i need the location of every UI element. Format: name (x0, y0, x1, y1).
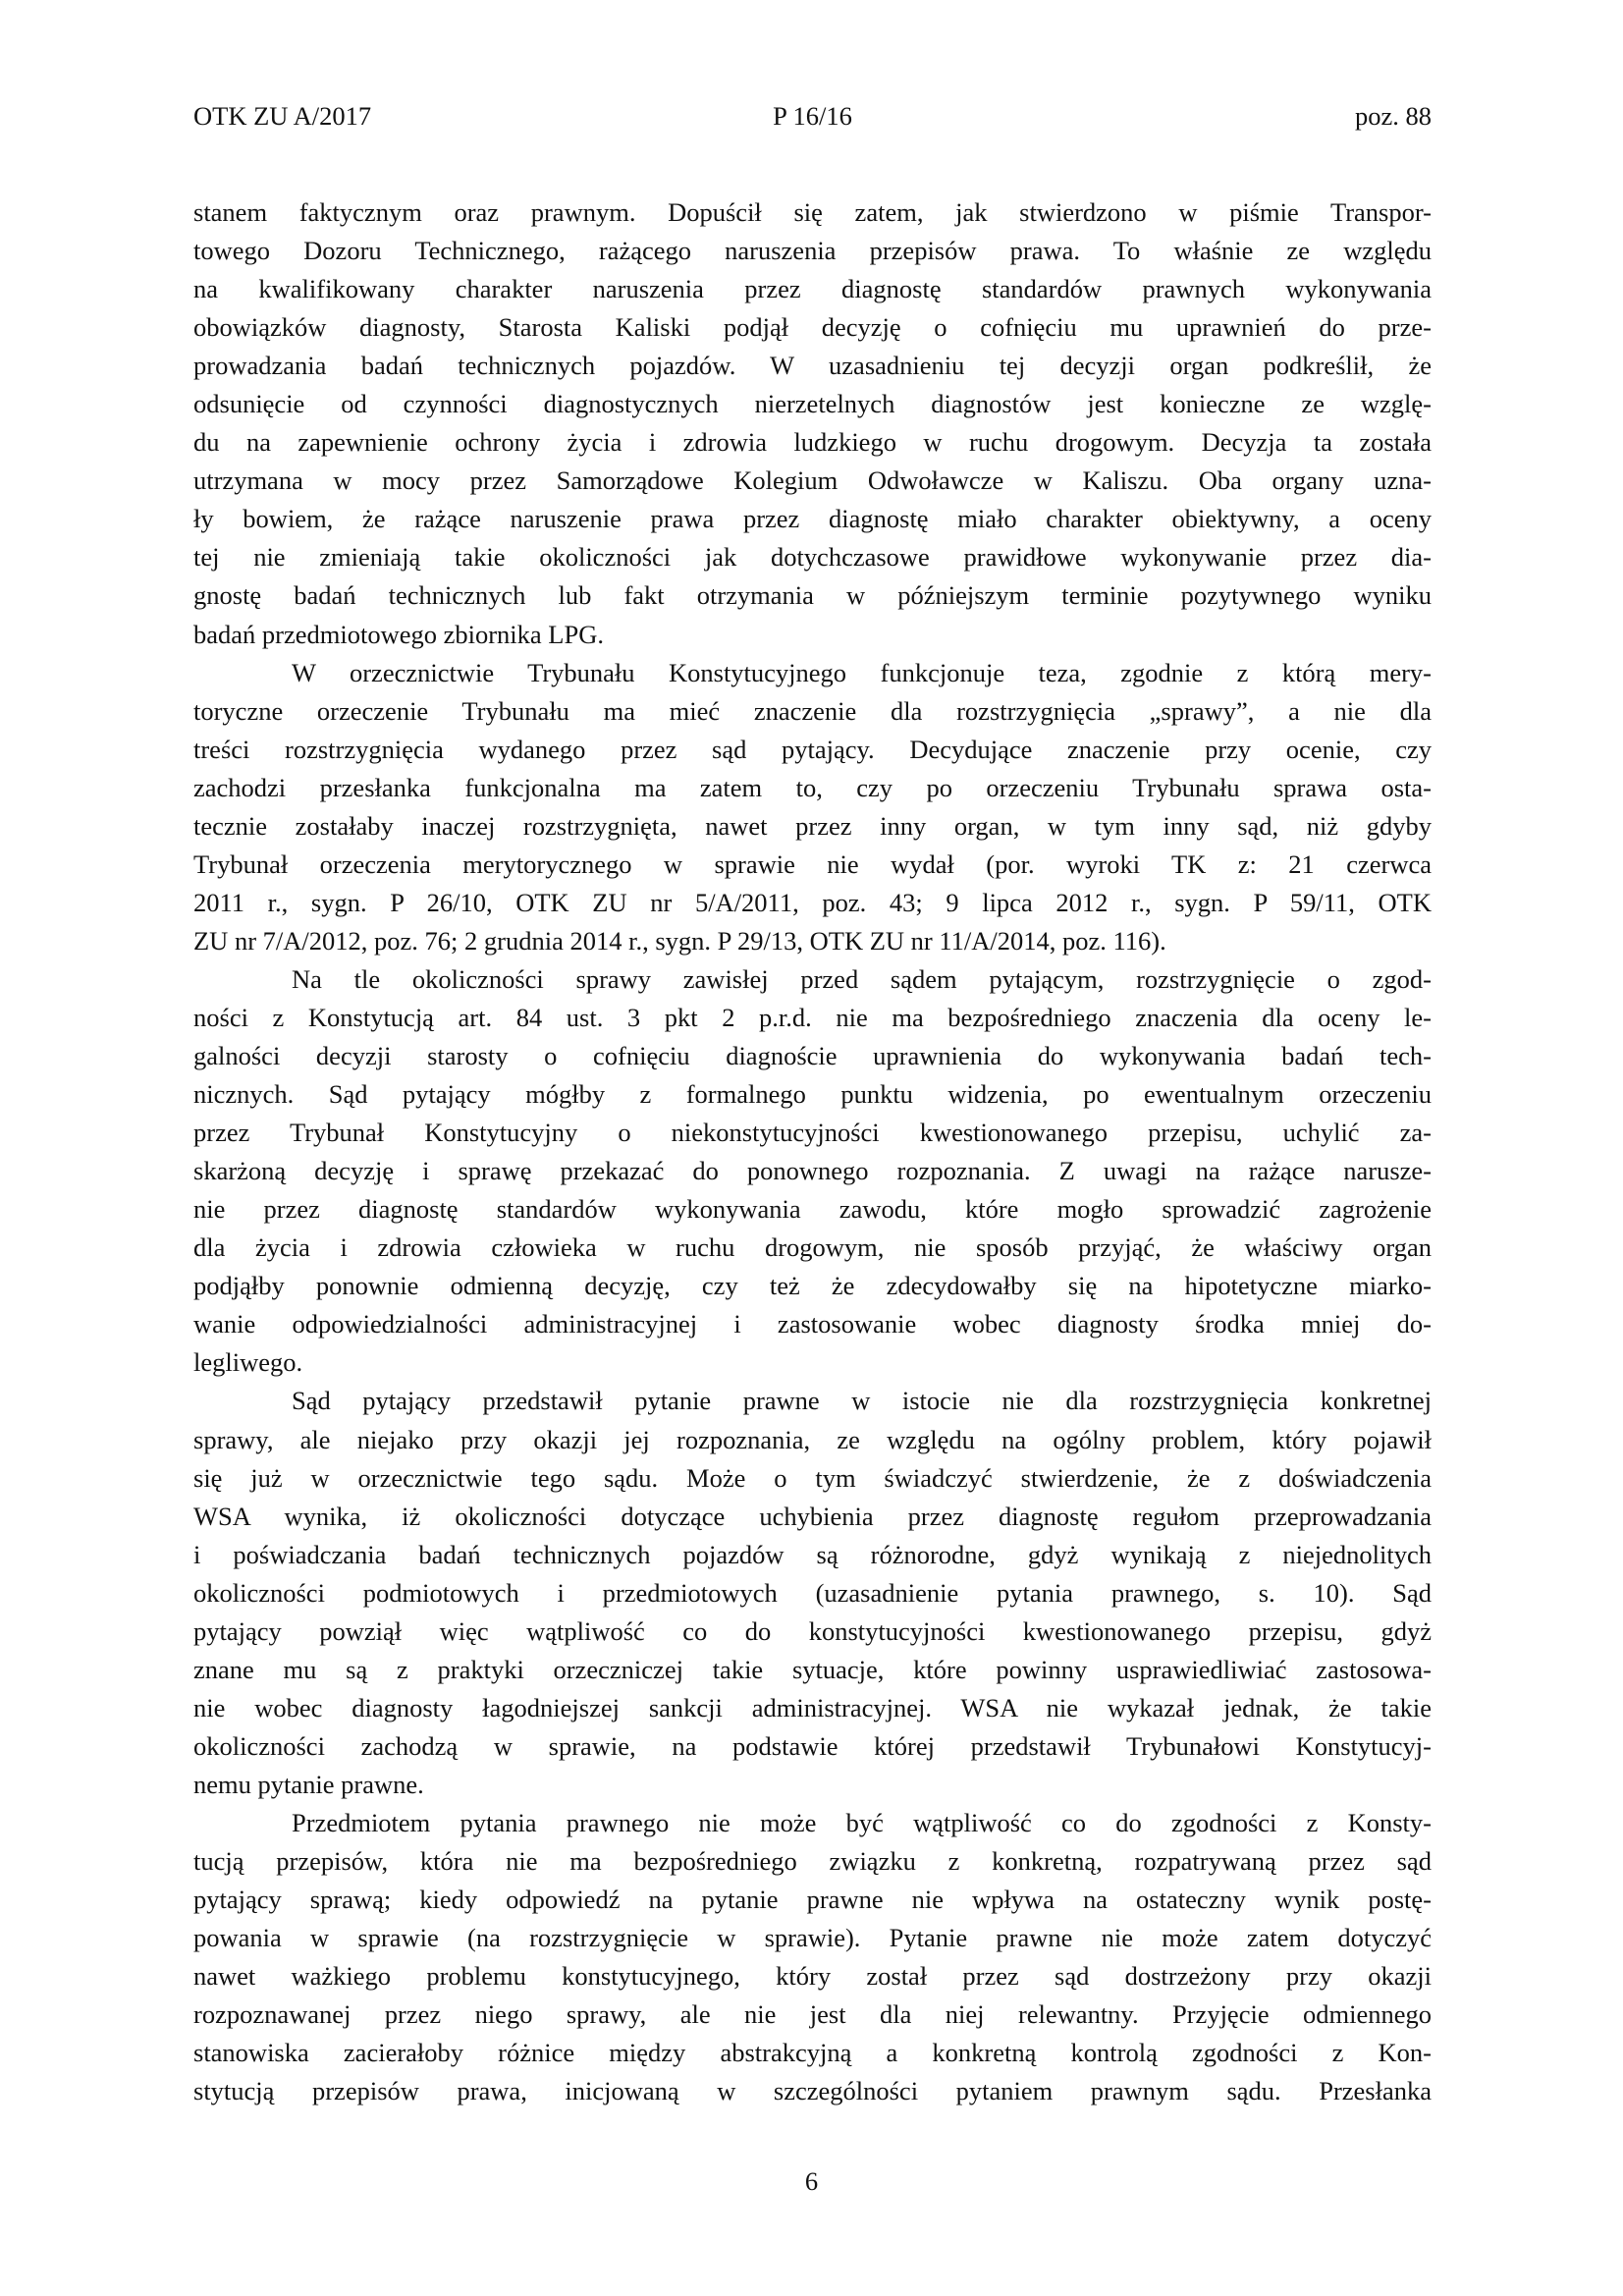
text-line: prowadzania badań technicznych pojazdów. W uzasadnieniu tej decyzji organ podkreślił, że (193, 351, 1432, 381)
text-line: rozpoznawanej przez niego sprawy, ale nie jest dla niej relewantny. Przyjęcie odmiennego (193, 1999, 1432, 2030)
paragraph (193, 1804, 1432, 2110)
text-line: tecznie zostałaby inaczej rozstrzygnięta, nawet przez inny organ, w tym inny sąd, niż gdyby (193, 810, 1432, 841)
text-line: nie wobec diagnosty łagodniejszej sankcji administracyjnej. WSA nie wykazał jednak, że takie (193, 1692, 1432, 1722)
text-line: wanie odpowiedzialności administracyjnej i zastosowanie wobec diagnosty środka mniej do- (193, 1309, 1432, 1339)
text-line: pytający powziął więc wątpliwość co do konstytucyjności kwestionowanego przepisu, gdyż (193, 1615, 1432, 1646)
text-line: podjąłby ponownie odmienną decyzję, czy też że zdecydowałby się na hipotetyczne miarko- (193, 1271, 1432, 1301)
text-line: 2011 r., sygn. P 26/10, OTK ZU nr 5/A/2011, poz. 43; 9 lipca 2012 r., sygn. P 59/11, OTK (193, 887, 1432, 917)
text-line: i poświadczania badań technicznych pojazdów są różnorodne, gdyż wynikają z niejednolitych (193, 1539, 1432, 1569)
text-line: skarżoną decyzję i sprawę przekazać do ponownego rozpoznania. Z uwagi na rażące narusze- (193, 1156, 1432, 1186)
journal-reference: OTK ZU A/2017 (193, 101, 372, 131)
text-line: legliwego. (193, 1347, 303, 1378)
text-line: stanowiska zacierałoby różnice między abstrakcyjną a konkretną kontrolą zgodności z Kon- (193, 2038, 1432, 2068)
text-line: ły bowiem, że rażące naruszenie prawa przez diagnostę miało charakter obiektywny, a oceny (193, 504, 1432, 534)
text-line: badań przedmiotowego zbiornika LPG. (193, 619, 604, 649)
document-body (193, 193, 1432, 2110)
paragraph (193, 654, 1432, 960)
text-line: zachodzi przesłanka funkcjonalna ma zatem to, czy po orzeczeniu Trybunału sprawa osta- (193, 772, 1432, 802)
text-line: sprawy, ale niejako przy okazji jej rozpoznania, ze względu na ogólny problem, który pojawił (193, 1424, 1432, 1454)
text-line: powania w sprawie (na rozstrzygnięcie w sprawie). Pytanie prawne nie może zatem dotyczyć (193, 1923, 1432, 1953)
position-number: poz. 88 (1354, 101, 1432, 131)
text-line: Przedmiotem pytania prawnego nie może być wątpliwość co do zgodności z Konsty- (292, 1807, 1432, 1837)
text-line: pytający sprawą; kiedy odpowiedź na pytanie prawne nie wpływa na ostateczny wynik postę- (193, 1885, 1432, 1915)
text-line: okoliczności zachodzą w sprawie, na podstawie której przedstawił Trybunałowi Konstytucyj- (193, 1730, 1432, 1761)
text-line: WSA wynika, iż okoliczności dotyczące uchybienia przez diagnostę regułom przeprowadzania (193, 1501, 1432, 1531)
text-line: przez Trybunał Konstytucyjny o niekonstytucyjności kwestionowanego przepisu, uchylić za- (193, 1118, 1432, 1148)
text-line: Na tle okoliczności sprawy zawisłej przed sądem pytającym, rozstrzygnięcie o zgod- (292, 963, 1432, 994)
page-number: 6 (804, 2166, 819, 2196)
text-line: tucją przepisów, która nie ma bezpośredniego związku z konkretną, rozpatrywaną przez sąd (193, 1846, 1432, 1877)
paragraph (193, 193, 1432, 654)
paragraph (193, 1382, 1432, 1804)
text-line: nawet ważkiego problemu konstytucyjnego, który został przez sąd dostrzeżony przy okazji (193, 1961, 1432, 1992)
text-line: obowiązków diagnosty, Starosta Kaliski podjął decyzję o cofnięciu mu uprawnień do prze- (193, 312, 1432, 343)
text-line: utrzymana w mocy przez Samorządowe Kolegium Odwoławcze w Kaliszu. Oba organy uzna- (193, 465, 1432, 496)
running-header (193, 98, 1432, 134)
text-line: na kwalifikowany charakter naruszenia przez diagnostę standardów prawnych wykonywania (193, 274, 1432, 304)
paragraph (193, 960, 1432, 1383)
text-line: towego Dozoru Technicznego, rażącego naruszenia przepisów prawa. To właśnie ze względu (193, 236, 1432, 266)
text-line: galności decyzji starosty o cofnięciu diagnoście uprawnienia do wykonywania badań tech- (193, 1041, 1432, 1071)
text-line: okoliczności podmiotowych i przedmiotowych (uzasadnienie pytania prawnego, s. 10). Sąd (193, 1577, 1432, 1608)
text-line: Sąd pytający przedstawił pytanie prawne w istocie nie dla rozstrzygnięcia konkretnej (292, 1386, 1432, 1416)
text-line: du na zapewnienie ochrony życia i zdrowia ludzkiego w ruchu drogowym. Decyzja ta została (193, 427, 1432, 458)
text-line: treści rozstrzygnięcia wydanego przez sąd pytający. Decydujące znaczenie przy ocenie, czy (193, 734, 1432, 764)
text-line: znane mu są z praktyki orzeczniczej takie sytuacje, które powinny usprawiedliwiać zastosowa- (193, 1654, 1432, 1684)
text-line: dla życia i zdrowia człowieka w ruchu drogowym, nie sposób przyjąć, że właściwy organ (193, 1232, 1432, 1263)
text-line: nie przez diagnostę standardów wykonywania zawodu, które mogło sprowadzić zagrożenie (193, 1194, 1432, 1225)
text-line: stanem faktycznym oraz prawnym. Dopuścił się zatem, jak stwierdzono w piśmie Transpor- (193, 197, 1432, 227)
text-line: stytucją przepisów prawa, inicjowaną w szczególności pytaniem prawnym sądu. Przesłanka (193, 2076, 1432, 2106)
text-line: ności z Konstytucją art. 84 ust. 3 pkt 2 p.r.d. nie ma bezpośredniego znaczenia dla oceny le- (193, 1002, 1432, 1032)
text-line: nemu pytanie prawne. (193, 1769, 424, 1799)
text-line: ZU nr 7/A/2012, poz. 76; 2 grudnia 2014 r., sygn. P 29/13, OTK ZU nr 11/A/2014, poz. 116). (193, 925, 1166, 956)
case-signature: P 16/16 (773, 101, 852, 131)
text-line: gnostę badań technicznych lub fakt otrzymania w późniejszym terminie pozytywnego wyniku (193, 580, 1432, 611)
text-line: Trybunał orzeczenia merytorycznego w sprawie nie wydał (por. wyroki TK z: 21 czerwca (193, 848, 1432, 879)
text-line: nicznych. Sąd pytający mógłby z formalnego punktu widzenia, po ewentualnym orzeczeniu (193, 1079, 1432, 1110)
text-line: tej nie zmieniają takie okoliczności jak dotychczasowe prawidłowe wykonywanie przez dia- (193, 542, 1432, 573)
text-line: się już w orzecznictwie tego sądu. Może o tym świadczyć stwierdzenie, że z doświadczenia (193, 1462, 1432, 1493)
text-line: W orzecznictwie Trybunału Konstytucyjnego funkcjonuje teza, zgodnie z którą mery- (292, 657, 1432, 687)
text-line: toryczne orzeczenie Trybunału ma mieć znaczenie dla rozstrzygnięcia „sprawy”, a nie dla (193, 695, 1432, 726)
text-line: odsunięcie od czynności diagnostycznych nierzetelnych diagnostów jest konieczne ze wzglę- (193, 389, 1432, 419)
